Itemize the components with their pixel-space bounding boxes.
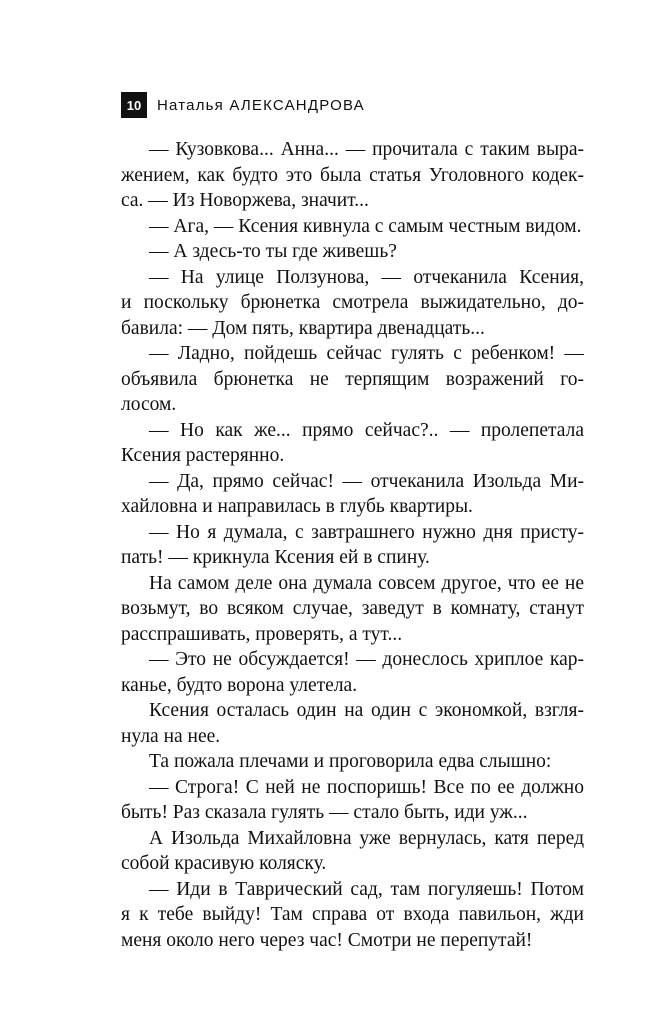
text-line: хайловна и направилась в глубь квартиры.	[121, 496, 473, 517]
text-line: меня около него через час! Смотри не перепутай!	[121, 929, 533, 951]
body-text	[121, 137, 584, 953]
page-number: 10	[121, 92, 147, 118]
text-line: — Но я думала, с завтрашнего нужно дня присту-	[149, 521, 584, 543]
text-line: пать! — крикнула Ксения ей в спину.	[121, 547, 430, 568]
text-line: — Строга! С ней не поспоришь! Все по ее должно	[149, 776, 584, 798]
text-line: Та пожала плечами и проговорила едва слышно:	[149, 751, 552, 772]
text-line: расспрашивать, проверять, а тут...	[121, 623, 403, 645]
page-header	[121, 92, 365, 118]
text-line: лосом.	[121, 394, 177, 415]
text-line: Ксения осталась один на один с экономкой, взгля-	[149, 700, 584, 721]
text-line: я к тебе выйду! Там справа от входа павильон, жди	[121, 904, 584, 925]
text-line: возьмут, во всяком случае, заведут в комнату, станут	[121, 598, 584, 619]
text-line: — На улице Ползунова, — отчеканила Ксения,	[149, 266, 584, 288]
text-line: канье, будто ворона улетела.	[121, 674, 358, 696]
text-line: бавила: — Дом пять, квартира двенадцать...	[121, 317, 485, 339]
text-line: — Но как же... прямо сейчас?.. — пролепетала	[149, 419, 584, 441]
text-line: — А здесь-то ты где живешь?	[149, 241, 397, 262]
text-line: На самом деле она думала совсем другое, что ее не	[149, 572, 584, 594]
text-line: — Ладно, пойдешь сейчас гулять с ребенком! —	[149, 343, 584, 364]
text-line: — Ага, — Ксения кивнула с самым честным видом.	[149, 215, 582, 237]
running-head: Наталья АЛЕКСАНДРОВА	[157, 96, 365, 114]
text-line: и поскольку брюнетка смотрела выжидательно, до-	[121, 292, 584, 313]
text-line: Ксения растерянно.	[121, 445, 285, 466]
text-line: — Да, прямо сейчас! — отчеканила Изольда Ми-	[149, 470, 584, 492]
text-line: А Изольда Михайловна уже вернулась, катя перед	[149, 827, 584, 849]
text-line: — Кузовкова... Анна... — прочитала с таким выра-	[149, 139, 584, 160]
text-line: объявила брюнетка не терпящим возражений го-	[121, 368, 584, 390]
text-line: са. — Из Новоржева, значит...	[121, 190, 369, 211]
text-line: — Иди в Таврический сад, там погуляешь! Потом	[149, 878, 584, 900]
text-line: жением, как будто это была статья Уголовного кодек-	[121, 164, 584, 186]
text-line: нула на нее.	[121, 725, 221, 747]
text-line: быть! Раз сказала гулять — стало быть, иди уж...	[121, 802, 528, 823]
text-line: — Это не обсуждается! — донеслось хриплое кар-	[149, 649, 584, 670]
text-line: собой красивую коляску.	[121, 853, 327, 874]
